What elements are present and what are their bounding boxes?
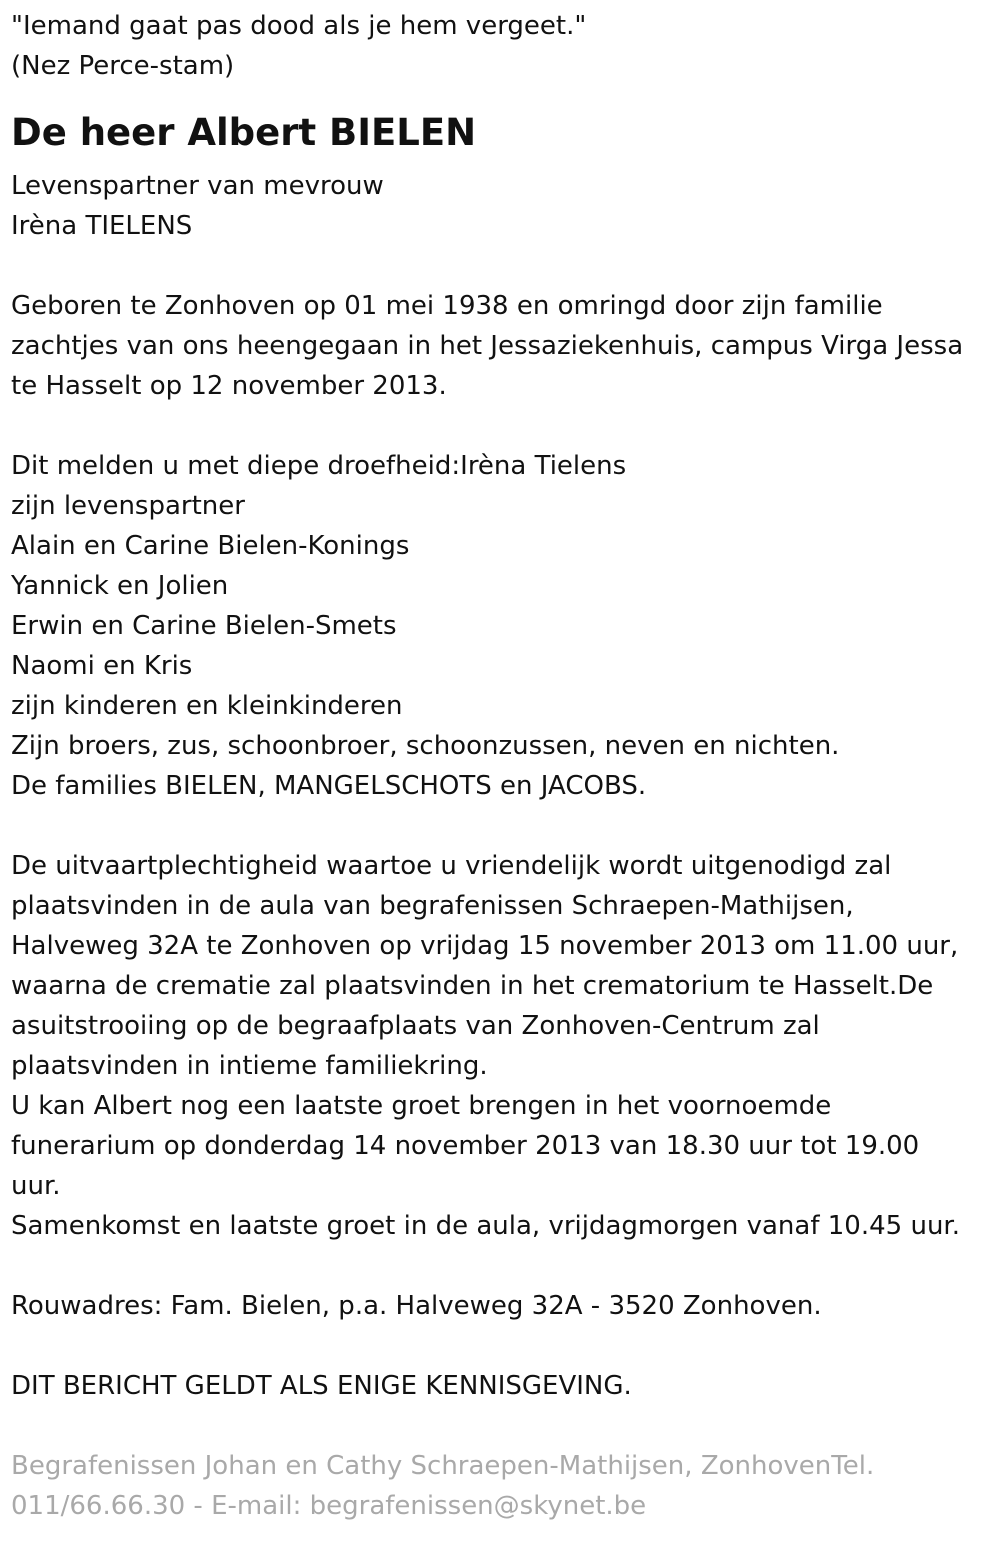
- partner-line-1: Levenspartner van mevrouw: [11, 171, 384, 201]
- spacer: [11, 1326, 988, 1366]
- deceased-name: De heer Albert BIELEN: [11, 111, 477, 154]
- birth-line: zachtjes van ons heengegaan in het Jessaziekenhuis, campus Virga Jessa: [11, 331, 964, 361]
- official-notice: DIT BERICHT GELDT ALS ENIGE KENNISGEVING.: [11, 1371, 632, 1401]
- ceremony-line: U kan Albert nog een laatste groet brengen in het voornoemde: [11, 1091, 832, 1121]
- family-line: Erwin en Carine Bielen-Smets: [11, 611, 397, 641]
- birth-paragraph: [11, 286, 988, 406]
- obituary-page: [0, 6, 1000, 1556]
- ceremony-line: asuitstrooiing op de begraafplaats van Zonhoven-Centrum zal: [11, 1011, 820, 1041]
- family-line: Naomi en Kris: [11, 651, 193, 681]
- footer-line-2: 011/66.66.30 - E-mail: begrafenissen@skynet.be: [11, 1491, 647, 1521]
- family-line: Yannick en Jolien: [11, 571, 229, 601]
- birth-line: Geboren te Zonhoven op 01 mei 1938 en omringd door zijn familie: [11, 291, 883, 321]
- spacer: [11, 1246, 988, 1286]
- partner-line-2: Irèna TIELENS: [11, 211, 193, 241]
- birth-line: te Hasselt op 12 november 2013.: [11, 371, 447, 401]
- ceremony-line: waarna de crematie zal plaatsvinden in het crematorium te Hasselt.De: [11, 971, 934, 1001]
- family-line: Alain en Carine Bielen-Konings: [11, 531, 410, 561]
- funeral-home-footer: [11, 1446, 988, 1526]
- ceremony-line: plaatsvinden in de aula van begrafenissen Schraepen-Mathijsen,: [11, 891, 854, 921]
- footer-line-1: Begrafenissen Johan en Cathy Schraepen-Mathijsen, ZonhovenTel.: [11, 1451, 875, 1481]
- spacer: [11, 406, 988, 446]
- ceremony-paragraph: [11, 846, 988, 1246]
- ceremony-line: uur.: [11, 1171, 61, 1201]
- spacer: [11, 806, 988, 846]
- family-paragraph: [11, 446, 988, 806]
- mourning-address: Rouwadres: Fam. Bielen, p.a. Halveweg 32A - 3520 Zonhoven.: [11, 1291, 822, 1321]
- ceremony-line: Halveweg 32A te Zonhoven op vrijdag 15 november 2013 om 11.00 uur,: [11, 931, 959, 961]
- ceremony-line: Samenkomst en laatste groet in de aula, vrijdagmorgen vanaf 10.45 uur.: [11, 1211, 960, 1241]
- family-line: Dit melden u met diepe droefheid:Irèna Tielens: [11, 451, 627, 481]
- ceremony-line: plaatsvinden in intieme familiekring.: [11, 1051, 488, 1081]
- ceremony-line: De uitvaartplechtigheid waartoe u vriendelijk wordt uitgenodigd zal: [11, 851, 892, 881]
- spacer: [11, 246, 988, 286]
- family-line: zijn kinderen en kleinkinderen: [11, 691, 403, 721]
- family-line: zijn levenspartner: [11, 491, 245, 521]
- quote-text: "Iemand gaat pas dood als je hem vergeet.": [11, 11, 587, 41]
- family-line: Zijn broers, zus, schoonbroer, schoonzussen, neven en nichten.: [11, 731, 840, 761]
- spacer: [11, 1406, 988, 1446]
- family-line: De families BIELEN, MANGELSCHOTS en JACOBS.: [11, 771, 647, 801]
- ceremony-line: funerarium op donderdag 14 november 2013 van 18.30 uur tot 19.00: [11, 1131, 920, 1161]
- quote-source: (Nez Perce-stam): [11, 51, 235, 81]
